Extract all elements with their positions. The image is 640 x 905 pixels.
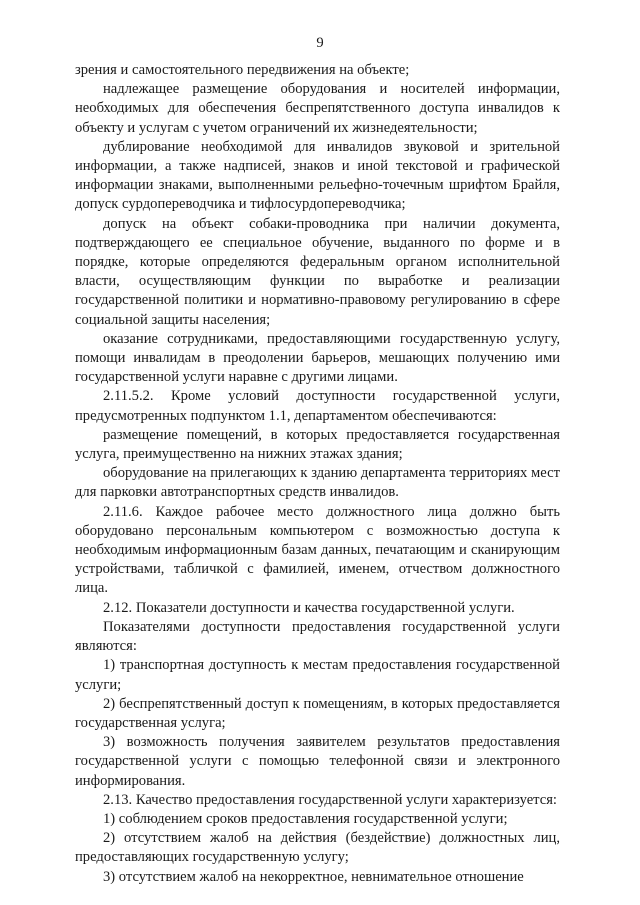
paragraph: 1) соблюдением сроков предоставления государственной услуги;	[103, 810, 508, 827]
paragraph: допуск на объект собаки-проводника при наличии документа, подтверждающего ее специальное обучение, выданного по форме и в порядке, которые определяются федеральным органом исполнительной власти, осуществляющим функции по выработке и реализации государственной политики и нормативно-правовому регулированию в сфере социальной защиты населения;	[75, 215, 560, 328]
paragraph: 2.11.6. Каждое рабочее место должностного лица должно быть оборудовано персональным компьютером с возможностью доступа к необходимым информационным базам данных, печатающим и сканирующим устройствами, табличкой с фамилией, именем, отчеством должностного лица.	[75, 503, 560, 597]
paragraph: дублирование необходимой для инвалидов звуковой и зрительной информации, а также надписей, знаков и иной текстовой и графической информации знаками, выполненными рельефно-точечным шрифтом Брайля, допуск сурдопереводчика и тифлосурдопереводчика;	[75, 138, 560, 213]
paragraph: 1) транспортная доступность к местам предоставления государственной услуги;	[75, 657, 560, 693]
page-number: 9	[316, 35, 324, 51]
paragraph: 2) отсутствием жалоб на действия (бездействие) должностных лиц, предоставляющих государственную услугу;	[75, 830, 560, 866]
paragraph: 2.13. Качество предоставления государственной услуги характеризуется:	[103, 791, 557, 808]
paragraph: зрения и самостоятельного передвижения на объекте;	[75, 62, 410, 78]
document-body	[75, 61, 560, 887]
paragraph: 3) отсутствием жалоб на некорректное, невнимательное отношение	[103, 868, 524, 885]
paragraph: 2.12. Показатели доступности и качества государственной услуги.	[103, 599, 515, 616]
paragraph: 2) беспрепятственный доступ к помещениям, в которых предоставляется государственная услуга;	[75, 695, 560, 731]
paragraph: 3) возможность получения заявителем результатов предоставления государственной услуги с помощью телефонной связи и электронного информирования.	[75, 734, 560, 789]
paragraph: Показателями доступности предоставления государственной услуги являются:	[75, 618, 560, 655]
paragraph: оказание сотрудниками, предоставляющими государственную услугу, помощи инвалидам в преодолении барьеров, мешающих получению ими государственной услуги наравне с другими лицами.	[75, 330, 560, 386]
paragraph: 2.11.5.2. Кроме условий доступности государственной услуги, предусмотренных подпунктом 1.1, департаментом обеспечиваются:	[75, 388, 560, 424]
paragraph: размещение помещений, в которых предоставляется государственная услуга, преимущественно на нижних этажах здания;	[75, 426, 560, 463]
paragraph: оборудование на прилегающих к зданию департамента территориях мест для парковки автотранспортных средств инвалидов.	[75, 465, 560, 501]
paragraph: надлежащее размещение оборудования и носителей информации, необходимых для обеспечения беспрепятственного доступа инвалидов к объекту и услугам с учетом ограничений их жизнедеятельности;	[75, 81, 560, 136]
